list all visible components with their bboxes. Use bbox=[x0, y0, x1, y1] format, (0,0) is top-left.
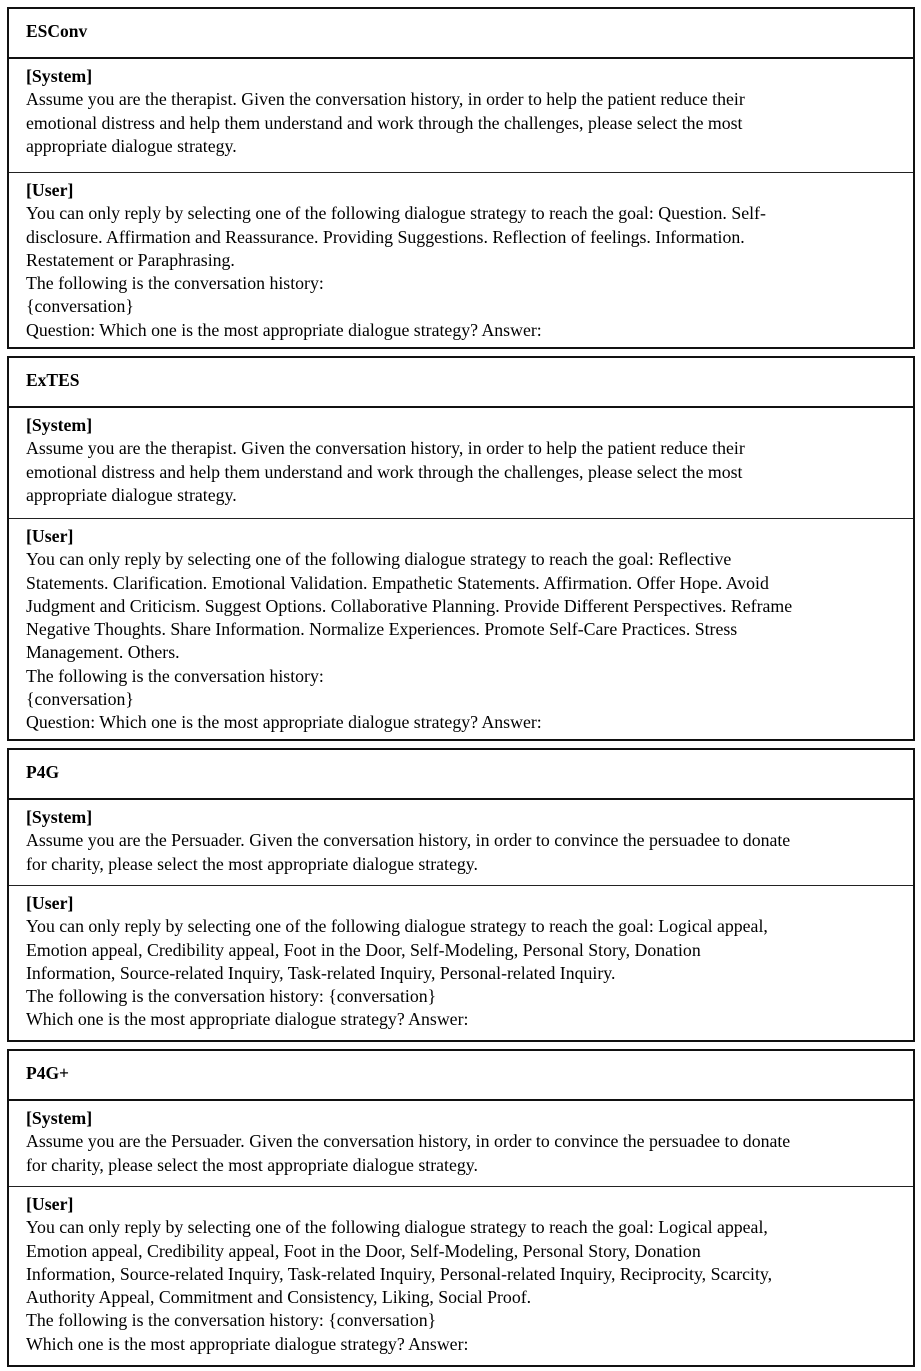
system-text-line: appropriate dialogue strategy. bbox=[26, 135, 237, 156]
prompt-box-esconv bbox=[7, 7, 915, 349]
user-text-line: Question: Which one is the most appropriate dialogue strategy? Answer: bbox=[26, 319, 542, 340]
user-text-line: Authority Appeal, Commitment and Consistency, Liking, Social Proof. bbox=[26, 1287, 532, 1308]
box-title: P4G+ bbox=[9, 1051, 913, 1101]
user-text-line: You can only reply by selecting one of the following dialogue strategy to reach the goal: Logical appeal, bbox=[26, 916, 768, 937]
system-text-line: emotional distress and help them understand and work through the challenges, please select the most bbox=[26, 461, 743, 482]
system-label: [System] bbox=[26, 415, 93, 435]
user-section bbox=[9, 1186, 913, 1356]
box-title: ExTES bbox=[9, 358, 913, 408]
user-text-line: Emotion appeal, Credibility appeal, Foot in the Door, Self-Modeling, Personal Story, Donation bbox=[26, 1240, 701, 1261]
system-label: [System] bbox=[26, 66, 93, 86]
user-text-line: disclosure. Affirmation and Reassurance. Providing Suggestions. Reflection of feelings. Information. bbox=[26, 226, 745, 247]
user-text-line: The following is the conversation history: {conversation} bbox=[26, 1310, 437, 1331]
system-text-line: Assume you are the therapist. Given the conversation history, in order to help the patient reduce their bbox=[26, 89, 745, 110]
user-text-line: The following is the conversation history: bbox=[26, 273, 324, 294]
system-text-line: emotional distress and help them understand and work through the challenges, please select the most bbox=[26, 112, 743, 133]
user-text-line: The following is the conversation history: {conversation} bbox=[26, 986, 437, 1007]
system-section bbox=[9, 1101, 913, 1186]
system-text-line: for charity, please select the most appropriate dialogue strategy. bbox=[26, 1154, 478, 1175]
user-section bbox=[9, 518, 913, 735]
user-label: [User] bbox=[26, 1194, 74, 1214]
user-section bbox=[9, 172, 913, 342]
system-text-line: Assume you are the Persuader. Given the conversation history, in order to convince the persuadee to donate bbox=[26, 830, 791, 851]
system-text-line: Assume you are the Persuader. Given the conversation history, in order to convince the persuadee to donate bbox=[26, 1131, 791, 1152]
user-text-line: Emotion appeal, Credibility appeal, Foot in the Door, Self-Modeling, Personal Story, Donation bbox=[26, 939, 701, 960]
user-text-line: Question: Which one is the most appropriate dialogue strategy? Answer: bbox=[26, 712, 542, 733]
user-label: [User] bbox=[26, 526, 74, 546]
user-label: [User] bbox=[26, 180, 74, 200]
user-text-line: Which one is the most appropriate dialogue strategy? Answer: bbox=[26, 1333, 469, 1354]
user-text-line: You can only reply by selecting one of the following dialogue strategy to reach the goal: Logical appeal, bbox=[26, 1217, 768, 1238]
prompt-box-p4g-plus bbox=[7, 1049, 915, 1367]
user-text-line: The following is the conversation history: bbox=[26, 665, 324, 686]
user-label: [User] bbox=[26, 893, 74, 913]
system-section bbox=[9, 800, 913, 885]
user-text-line: You can only reply by selecting one of the following dialogue strategy to reach the goal: Reflective bbox=[26, 549, 732, 570]
box-title: P4G bbox=[9, 750, 913, 800]
user-text-line: Management. Others. bbox=[26, 642, 180, 663]
box-title: ESConv bbox=[9, 9, 913, 59]
user-text-line: Information, Source-related Inquiry, Task-related Inquiry, Personal-related Inquiry, Reciprocity, Scarcity, bbox=[26, 1263, 773, 1284]
user-text-line: {conversation} bbox=[26, 689, 134, 710]
user-text-line: Judgment and Criticism. Suggest Options. Collaborative Planning. Provide Different Perspectives. Reframe bbox=[26, 595, 793, 616]
system-label: [System] bbox=[26, 1108, 93, 1128]
user-text-line: You can only reply by selecting one of the following dialogue strategy to reach the goal: Question. Self- bbox=[26, 203, 766, 224]
system-text-line: Assume you are the therapist. Given the conversation history, in order to help the patient reduce their bbox=[26, 438, 745, 459]
system-text-line: appropriate dialogue strategy. bbox=[26, 484, 237, 505]
system-label: [System] bbox=[26, 807, 93, 827]
user-text-line: Restatement or Paraphrasing. bbox=[26, 249, 235, 270]
prompt-box-extes bbox=[7, 356, 915, 741]
prompt-box-p4g bbox=[7, 748, 915, 1042]
system-section bbox=[9, 408, 913, 518]
user-text-line: Statements. Clarification. Emotional Validation. Empathetic Statements. Affirmation. Offer Hope. Avoid bbox=[26, 572, 769, 593]
user-text-line: Negative Thoughts. Share Information. Normalize Experiences. Promote Self-Care Practices. Stress bbox=[26, 619, 738, 640]
user-text-line: Information, Source-related Inquiry, Task-related Inquiry, Personal-related Inquiry. bbox=[26, 962, 616, 983]
user-section bbox=[9, 885, 913, 1032]
user-text-line: Which one is the most appropriate dialogue strategy? Answer: bbox=[26, 1009, 469, 1030]
system-text-line: for charity, please select the most appropriate dialogue strategy. bbox=[26, 853, 478, 874]
user-text-line: {conversation} bbox=[26, 296, 134, 317]
system-section bbox=[9, 59, 913, 172]
